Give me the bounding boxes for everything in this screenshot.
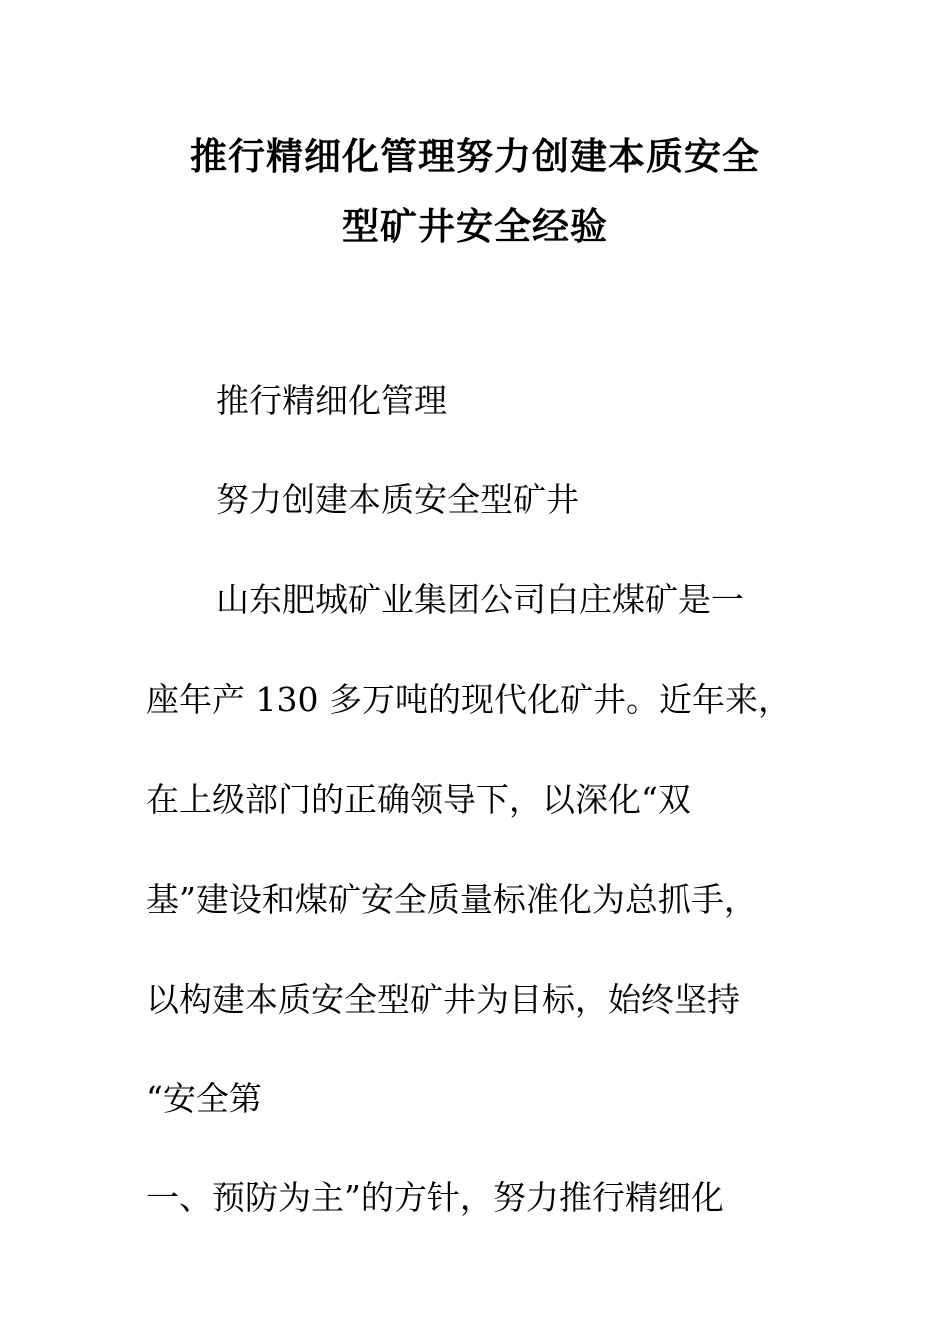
paragraph-line-2: 座年产 130 多万吨的现代化矿井。近年来， xyxy=(146,680,791,719)
document-title-line-1: 推行精细化管理努力创建本质安全 xyxy=(190,134,760,178)
paragraph-line-7: 一、预防为主”的方针，努力推行精细化 xyxy=(146,1178,724,1217)
paragraph-line-3: 在上级部门的正确领导下，以深化“双 xyxy=(146,780,691,819)
paragraph-line-5: 以构建本质安全型矿井为目标，始终坚持 xyxy=(146,980,740,1019)
document-title-line-2: 型矿井安全经验 xyxy=(342,204,608,248)
subtitle-line-1: 推行精细化管理 xyxy=(216,381,447,420)
paragraph-line-4: 基”建设和煤矿安全质量标准化为总抓手， xyxy=(146,880,757,919)
subtitle-line-2: 努力创建本质安全型矿井 xyxy=(216,480,579,519)
paragraph-line-6: “安全第 xyxy=(146,1079,262,1118)
paragraph-line-1: 山东肥城矿业集团公司白庄煤矿是一 xyxy=(216,580,744,619)
